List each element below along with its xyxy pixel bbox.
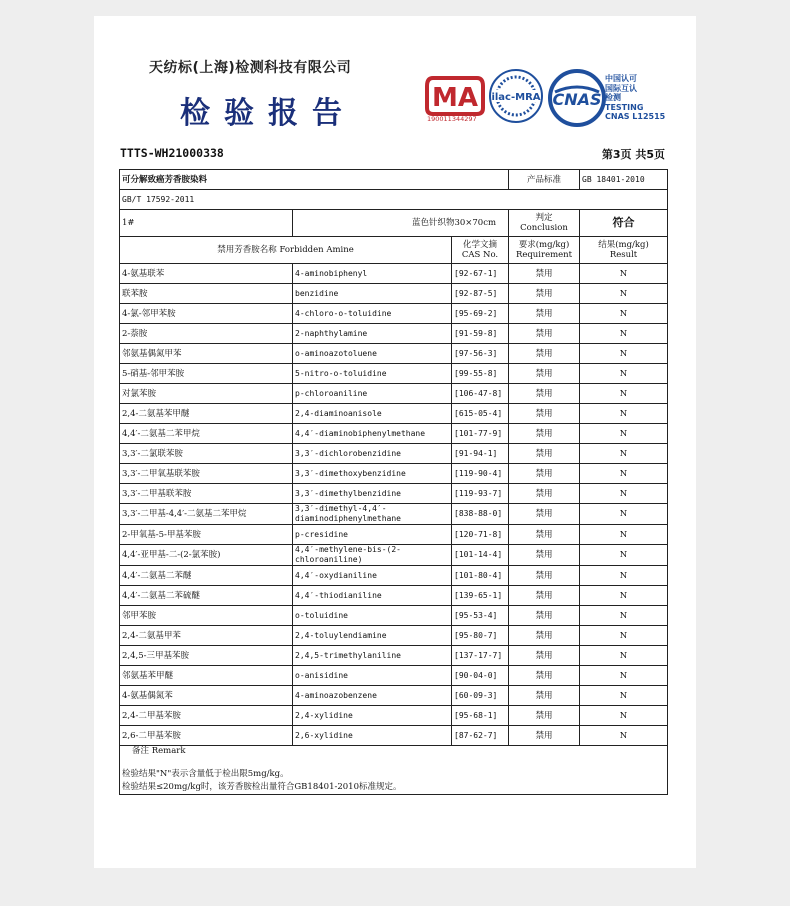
- amine-name-en: 3,3′-dichlorobenzidine: [293, 444, 452, 464]
- col-header-cas: 化学文摘 CAS No.: [452, 237, 509, 264]
- result: N: [580, 566, 668, 586]
- requirement: 禁用: [509, 525, 580, 545]
- standard-label: 产品标准: [509, 170, 580, 190]
- amine-name-cn: 4,4′-二氨基二苯甲烷: [120, 424, 293, 444]
- ilac-logo-text: ilac-MRA: [491, 92, 541, 103]
- cas-number: [95-53-4]: [452, 606, 509, 626]
- cas-number: [97-56-3]: [452, 344, 509, 364]
- requirement: 禁用: [509, 424, 580, 444]
- sample-number: 1#: [120, 210, 293, 237]
- cas-number: [120-71-8]: [452, 525, 509, 545]
- requirement: 禁用: [509, 364, 580, 384]
- amine-name-en: 4,4′-diaminobiphenylmethane: [293, 424, 452, 444]
- result: N: [580, 686, 668, 706]
- requirement: 禁用: [509, 646, 580, 666]
- requirement: 禁用: [509, 304, 580, 324]
- result: N: [580, 666, 668, 686]
- cas-number: [101-80-4]: [452, 566, 509, 586]
- cnas-accreditation-text: [605, 74, 665, 122]
- certification-logos: [425, 66, 695, 130]
- amine-name-cn: 联苯胺: [120, 284, 293, 304]
- requirement: 禁用: [509, 324, 580, 344]
- amine-name-cn: 2,4-二氨基甲苯: [120, 626, 293, 646]
- remark-line: 检验结果"N"表示含量低于检出限5mg/kg。: [122, 769, 289, 779]
- amine-name-cn: 4,4′-二氨基二苯硫醚: [120, 586, 293, 606]
- sample-row: [120, 210, 668, 237]
- result: N: [580, 444, 668, 464]
- amine-name-en: 4,4′-thiodianiline: [293, 586, 452, 606]
- amine-name-en: 4-chloro-o-toluidine: [293, 304, 452, 324]
- amine-name-cn: 3,3′-二甲基-4,4′-二氨基二苯甲烷: [120, 504, 293, 525]
- requirement: 禁用: [509, 686, 580, 706]
- cas-number: [95-69-2]: [452, 304, 509, 324]
- cas-number: [101-77-9]: [452, 424, 509, 444]
- table-row: [120, 484, 668, 504]
- requirement: 禁用: [509, 626, 580, 646]
- amine-name-cn: 2,6-二甲基苯胺: [120, 726, 293, 746]
- amine-name-cn: 2-萘胺: [120, 324, 293, 344]
- table-row: [120, 726, 668, 746]
- cnas-line: CNAS L12515: [605, 112, 666, 121]
- table-row: [120, 525, 668, 545]
- requirement: 禁用: [509, 484, 580, 504]
- cnas-line: 中国认可: [605, 74, 637, 83]
- table-row: [120, 284, 668, 304]
- amine-name-cn: 4-氨基联苯: [120, 264, 293, 284]
- cas-number: [92-67-1]: [452, 264, 509, 284]
- test-method: GB/T 17592-2011: [120, 190, 668, 210]
- amine-name-en: 3,3′-dimethylbenzidine: [293, 484, 452, 504]
- table-row: [120, 504, 668, 525]
- method-row: [120, 190, 668, 210]
- amine-name-en: 5-nitro-o-toluidine: [293, 364, 452, 384]
- cas-number: [119-90-4]: [452, 464, 509, 484]
- remark-cell: [120, 746, 668, 795]
- requirement: 禁用: [509, 444, 580, 464]
- item-title: 可分解致癌芳香胺染料: [120, 170, 509, 190]
- cnas-logo-icon: [547, 68, 607, 128]
- amine-name-en: 2,4-diaminoanisole: [293, 404, 452, 424]
- amine-name-cn: 4-氯-邻甲苯胺: [120, 304, 293, 324]
- result: N: [580, 706, 668, 726]
- requirement: 禁用: [509, 504, 580, 525]
- remark-line: 检验结果≤20mg/kg时，该芳香胺检出量符合GB18401-2010标准规定。: [122, 782, 402, 792]
- result: N: [580, 626, 668, 646]
- table-row: [120, 404, 668, 424]
- amine-name-cn: 邻氨基苯甲醚: [120, 666, 293, 686]
- cas-number: [60-09-3]: [452, 686, 509, 706]
- cas-number: [119-93-7]: [452, 484, 509, 504]
- ma-logo-text: MA: [432, 83, 478, 113]
- result: N: [580, 646, 668, 666]
- test-result-table: [119, 169, 668, 795]
- table-row: [120, 545, 668, 566]
- cas-number: [838-88-0]: [452, 504, 509, 525]
- amine-name-cn: 2,4-二氨基苯甲醚: [120, 404, 293, 424]
- report-number: TTTS-WH21000338: [120, 146, 224, 160]
- amine-name-cn: 邻甲苯胺: [120, 606, 293, 626]
- amine-name-en: p-cresidine: [293, 525, 452, 545]
- result: N: [580, 464, 668, 484]
- amine-name-en: 2-naphthylamine: [293, 324, 452, 344]
- cnas-line: TESTING: [605, 102, 644, 112]
- amine-name-en: 4,4′-oxydianiline: [293, 566, 452, 586]
- amine-name-en: 2,6-xylidine: [293, 726, 452, 746]
- requirement: 禁用: [509, 545, 580, 566]
- column-header-row: [120, 237, 668, 264]
- result: N: [580, 424, 668, 444]
- amine-name-cn: 2,4-二甲基苯胺: [120, 706, 293, 726]
- result: N: [580, 606, 668, 626]
- table-row: [120, 586, 668, 606]
- requirement: 禁用: [509, 404, 580, 424]
- cas-number: [91-59-8]: [452, 324, 509, 344]
- amine-name-cn: 5-硝基-邻甲苯胺: [120, 364, 293, 384]
- amine-name-en: 2,4,5-trimethylaniline: [293, 646, 452, 666]
- col-header-result: 结果(mg/kg) Result: [580, 237, 668, 264]
- table-row: [120, 304, 668, 324]
- cas-number: [137-17-7]: [452, 646, 509, 666]
- amine-name-en: 4-aminoazobenzene: [293, 686, 452, 706]
- requirement: 禁用: [509, 726, 580, 746]
- requirement: 禁用: [509, 586, 580, 606]
- cas-number: [92-87-5]: [452, 284, 509, 304]
- result: N: [580, 504, 668, 525]
- table-row: [120, 444, 668, 464]
- amine-name-en: p-chloroaniline: [293, 384, 452, 404]
- cas-number: [95-80-7]: [452, 626, 509, 646]
- result: N: [580, 364, 668, 384]
- table-row: [120, 606, 668, 626]
- table-row: [120, 646, 668, 666]
- amine-name-en: 2,4-toluylendiamine: [293, 626, 452, 646]
- amine-name-en: 2,4-xylidine: [293, 706, 452, 726]
- ma-code: 190011344297: [427, 115, 477, 123]
- cas-number: [101-14-4]: [452, 545, 509, 566]
- requirement: 禁用: [509, 284, 580, 304]
- page-indicator: 第3页 共5页: [601, 148, 665, 161]
- result: N: [580, 404, 668, 424]
- remark-row: [120, 746, 668, 795]
- cnas-line: 国际互认: [605, 83, 637, 93]
- amine-name-cn: 邻氨基偶氮甲苯: [120, 344, 293, 364]
- cnas-logo-text: CNAS: [552, 90, 602, 109]
- amine-name-en: 4-aminobiphenyl: [293, 264, 452, 284]
- table-row: [120, 706, 668, 726]
- table-row: [120, 264, 668, 284]
- table-row: [120, 324, 668, 344]
- result: N: [580, 304, 668, 324]
- item-row: [120, 170, 668, 190]
- requirement: 禁用: [509, 344, 580, 364]
- report-title: 检验报告: [180, 96, 356, 131]
- table-row: [120, 364, 668, 384]
- sample-description: [293, 210, 509, 237]
- result: N: [580, 525, 668, 545]
- remark-label: 备注 Remark: [132, 746, 186, 756]
- table-row: [120, 344, 668, 364]
- result: N: [580, 344, 668, 364]
- amine-name-cn: 3,3′-二甲氧基联苯胺: [120, 464, 293, 484]
- result: N: [580, 726, 668, 746]
- cas-number: [90-04-0]: [452, 666, 509, 686]
- requirement: 禁用: [509, 464, 580, 484]
- amine-name-en: benzidine: [293, 284, 452, 304]
- conclusion-value: 符合: [580, 210, 668, 237]
- amine-name-cn: 2,4,5-三甲基苯胺: [120, 646, 293, 666]
- sample-description-text: 蓝色针织物30×70cm: [411, 218, 497, 228]
- cnas-line: 检测: [605, 93, 621, 102]
- col-header-requirement: 要求(mg/kg) Requirement: [509, 237, 580, 264]
- ilac-mra-logo-icon: [488, 68, 544, 124]
- result: N: [580, 284, 668, 304]
- requirement: 禁用: [509, 384, 580, 404]
- cas-number: [139-65-1]: [452, 586, 509, 606]
- cas-number: [615-05-4]: [452, 404, 509, 424]
- result: N: [580, 484, 668, 504]
- amine-name-en: 3,3′-dimethyl-4,4′-diaminodiphenylmethane: [293, 504, 452, 525]
- result: N: [580, 586, 668, 606]
- amine-name-en: 3,3′-dimethoxybenzidine: [293, 464, 452, 484]
- amine-name-cn: 2-甲氧基-5-甲基苯胺: [120, 525, 293, 545]
- requirement: 禁用: [509, 566, 580, 586]
- requirement: 禁用: [509, 666, 580, 686]
- standard-value: GB 18401-2010: [580, 170, 668, 190]
- result: N: [580, 324, 668, 344]
- table-row: [120, 566, 668, 586]
- amine-name-cn: 4,4′-二氨基二苯醚: [120, 566, 293, 586]
- amine-name-cn: 3,3′-二甲基联苯胺: [120, 484, 293, 504]
- amine-name-en: o-toluidine: [293, 606, 452, 626]
- cas-number: [91-94-1]: [452, 444, 509, 464]
- table-row: [120, 384, 668, 404]
- table-row: [120, 666, 668, 686]
- amine-name-cn: 3,3′-二氯联苯胺: [120, 444, 293, 464]
- result: N: [580, 545, 668, 566]
- amine-name-cn: 对氯苯胺: [120, 384, 293, 404]
- result: N: [580, 264, 668, 284]
- table-row: [120, 464, 668, 484]
- amine-name-en: 4,4′-methylene-bis-(2-chloroaniline): [293, 545, 452, 566]
- requirement: 禁用: [509, 264, 580, 284]
- amine-name-en: o-aminoazotoluene: [293, 344, 452, 364]
- table-row: [120, 424, 668, 444]
- cas-number: [106-47-8]: [452, 384, 509, 404]
- table-row: [120, 686, 668, 706]
- company-name: 天纺标(上海)检测科技有限公司: [149, 60, 352, 76]
- cas-number: [95-68-1]: [452, 706, 509, 726]
- amine-name-cn: 4-氨基偶氮苯: [120, 686, 293, 706]
- conclusion-label: 判定 Conclusion: [509, 210, 580, 237]
- requirement: 禁用: [509, 606, 580, 626]
- cas-number: [87-62-7]: [452, 726, 509, 746]
- requirement: 禁用: [509, 706, 580, 726]
- table-row: [120, 626, 668, 646]
- cas-number: [99-55-8]: [452, 364, 509, 384]
- amine-name-en: o-anisidine: [293, 666, 452, 686]
- amine-name-cn: 4,4′-亚甲基-二-(2-氯苯胺): [120, 545, 293, 566]
- result: N: [580, 384, 668, 404]
- col-header-amine: 禁用芳香胺名称 Forbidden Amine: [120, 237, 452, 264]
